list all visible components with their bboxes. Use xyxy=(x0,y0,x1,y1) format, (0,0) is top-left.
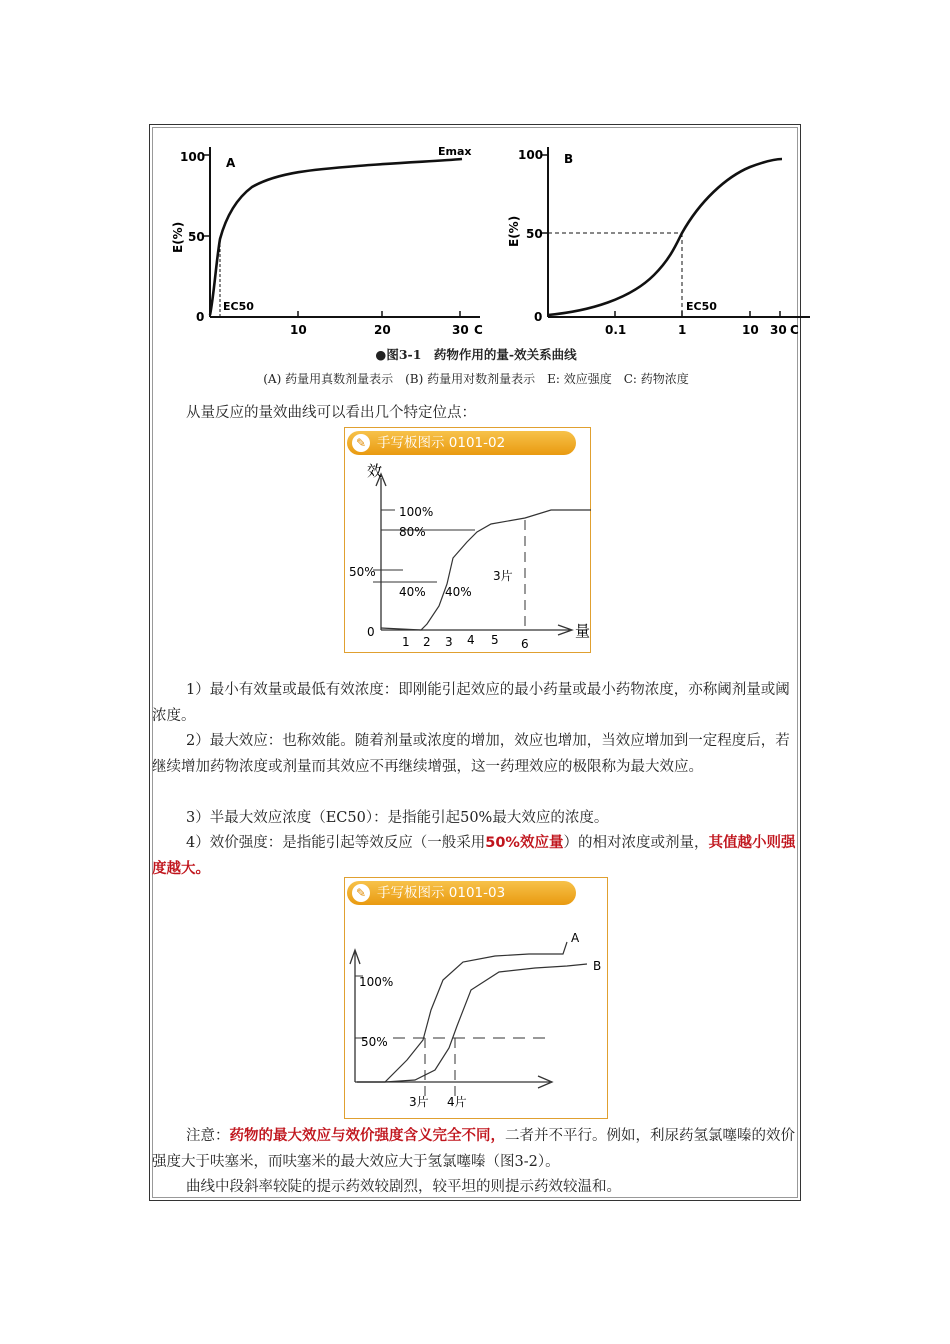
board1-xtick-5: 5 xyxy=(491,633,499,647)
board-0101-02 xyxy=(344,427,591,653)
item-2-text: 2）最大效应：也称效能。随着剂量或浓度的增加，效应也增加，当效应增加到一定程度后，若继续增加药物浓度或剂量而其效应不再继续增强，这一药理效应的极限称为最大效应。 xyxy=(152,733,790,775)
item-4-highlight-1: 50%效应量 xyxy=(485,835,564,851)
panel-b-curve xyxy=(548,159,782,315)
board1-xtick-2: 2 xyxy=(423,635,431,649)
panel-b-ec50: EC50 xyxy=(686,300,717,313)
board1-xtick-6: 6 xyxy=(521,637,529,651)
board-0101-02-title-text: 手写板图示 0101-02 xyxy=(377,435,506,451)
panel-b-ytick-50: 50 xyxy=(526,227,543,241)
board1-label-80: 80% xyxy=(399,525,426,539)
item-1-text: 1）最小有效量或最低有效浓度：即刚能引起效应的最小药量或最小药物浓度，亦称阈剂量或阈浓度。 xyxy=(152,682,790,724)
board1-label-40a: 40% xyxy=(399,585,426,599)
board1-label-100: 100% xyxy=(399,505,434,519)
item-1 xyxy=(152,677,798,729)
panel-a-ytick-100: 100 xyxy=(180,150,206,164)
panel-b-ytick-100: 100 xyxy=(518,148,544,162)
board-0101-03-title-text: 手写板图示 0101-03 xyxy=(377,885,506,901)
panel-a xyxy=(171,145,483,337)
panel-a-ec50: EC50 xyxy=(223,300,254,313)
board-0101-03-title xyxy=(347,881,576,905)
board2-x-4pian: 4片 xyxy=(447,1095,467,1109)
panel-a-xtick-10: 10 xyxy=(290,323,307,337)
figure-subcaption: (A) 药量用真数剂量表示 (B) 药量用对数剂量表示 E: 效应强度 C: 药物浓度 xyxy=(263,372,689,386)
intro-text: 从量反应的量效曲线可以看出几个特定位点： xyxy=(186,405,476,421)
panel-a-letter: A xyxy=(226,156,236,170)
panel-b-ylabel: E(%) xyxy=(507,215,521,247)
panel-a-curve xyxy=(210,159,462,315)
panel-b-xlabel: C xyxy=(790,323,799,337)
note-paragraph xyxy=(152,1123,798,1175)
content-frame xyxy=(149,124,801,1201)
panel-b-xtick-1: 1 xyxy=(678,323,687,337)
panel-b-xtick-0.1: 0.1 xyxy=(605,323,627,337)
board1-y-label: 效 xyxy=(367,462,383,480)
figure-3-1 xyxy=(170,135,799,350)
board1-xtick-3: 3 xyxy=(445,635,453,649)
item-4-text-a: 4）效价强度：是指能引起等效反应（一般采用 xyxy=(186,835,486,851)
panel-b-ytick-0: 0 xyxy=(534,310,543,324)
board-0101-02-graph xyxy=(345,460,589,650)
board2-label-100: 100% xyxy=(359,975,394,989)
board2-curve-a-label: A xyxy=(571,931,580,945)
board1-x-label: 量 xyxy=(575,622,591,640)
item-4-highlight-2: 其值越小则强度越大。 xyxy=(152,835,796,877)
panel-a-xtick-30: 30 xyxy=(452,323,469,337)
board2-curve-b-label: B xyxy=(593,959,602,973)
panel-a-ytick-50: 50 xyxy=(188,230,205,244)
panel-b-xtick-30: 30 xyxy=(770,323,787,337)
item-3 xyxy=(152,805,798,831)
intro-paragraph xyxy=(152,400,798,426)
board1-label-40b: 40% xyxy=(445,585,472,599)
board1-origin: 0 xyxy=(367,625,375,639)
panel-b xyxy=(507,147,810,337)
board1-xtick-4: 4 xyxy=(467,633,475,647)
panel-b-xtick-10: 10 xyxy=(742,323,759,337)
panel-b-letter: B xyxy=(564,152,574,166)
item-4-text-b: ）的相对浓度或剂量， xyxy=(563,835,709,851)
panel-a-ylabel: E(%) xyxy=(171,221,185,253)
board2-x-3pian: 3片 xyxy=(409,1095,429,1109)
note-rest: 二者并不平行。例如，利尿药氢氯噻嗪的效价强度大于呋塞米，而呋塞米的最大效应大于氢氯噻嗪（图3-2）。 xyxy=(152,1128,795,1170)
pen-icon: ✎ xyxy=(352,434,370,452)
last-text: 曲线中段斜率较陡的提示药效较剧烈，较平坦的则提示药效较温和。 xyxy=(186,1179,621,1195)
panel-a-xtick-20: 20 xyxy=(374,323,391,337)
item-4 xyxy=(152,830,798,882)
pen-icon: ✎ xyxy=(352,884,370,902)
board1-label-50: 50% xyxy=(349,565,376,579)
board1-xtick-1: 1 xyxy=(402,635,410,649)
board1-label-3pian: 3片 xyxy=(493,569,513,583)
board-0101-03-graph xyxy=(345,910,605,1116)
last-paragraph xyxy=(152,1174,798,1200)
note-highlight: 药物的最大效应与效价强度含义完全不同， xyxy=(229,1127,505,1144)
item-2 xyxy=(152,728,798,780)
note-prefix: 注意： xyxy=(186,1128,230,1144)
figure-caption: ●图3-1 药物作用的量-效关系曲线 xyxy=(375,347,577,362)
board-0101-02-title xyxy=(347,431,576,455)
board-0101-03 xyxy=(344,877,608,1119)
panel-a-xlabel: C xyxy=(474,323,483,337)
item-3-text: 3）半最大效应浓度（EC50）：是指能引起50%最大效应的浓度。 xyxy=(186,810,609,826)
panel-a-ytick-0: 0 xyxy=(196,310,205,324)
panel-a-emax: Emax xyxy=(438,145,472,158)
board2-label-50: 50% xyxy=(361,1035,388,1049)
